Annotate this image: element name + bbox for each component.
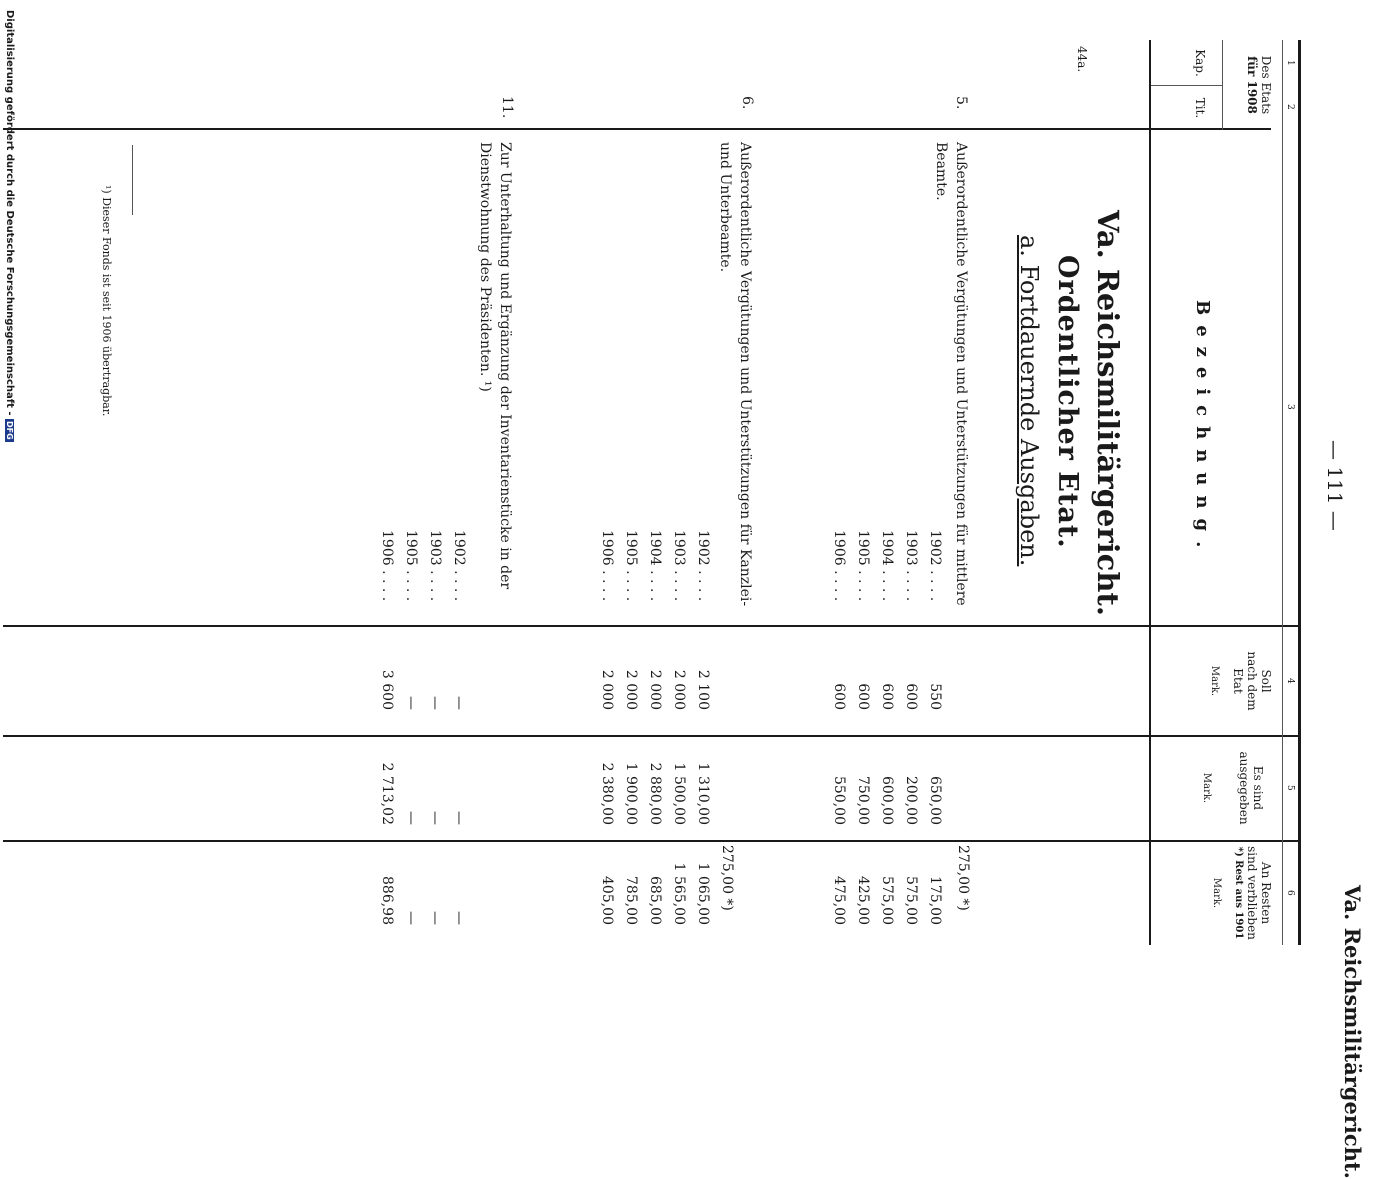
header-soll-unit: Mark. (1209, 665, 1220, 697)
rest-cell: 405,00 (599, 876, 615, 925)
header-etat (1245, 42, 1273, 128)
rule-col5 (3, 735, 1301, 737)
aus-cell: 2 713,02 (379, 762, 395, 825)
soll-cell: 600 (855, 683, 871, 710)
rule-colnums (1282, 40, 1283, 945)
dfg-logo: DFG (5, 421, 14, 440)
soll-cell: 2 000 (599, 669, 615, 710)
year-cell: 1903 . . . . (671, 530, 687, 602)
header-rest-unit: Mark. (1211, 877, 1222, 909)
aus-cell: 2 880,00 (647, 762, 663, 825)
year-cell: 1906 . . . . (379, 530, 395, 602)
aus-cell: 1 500,00 (671, 762, 687, 825)
soll-cell: 550 (927, 683, 943, 710)
year-cell: 1903 . . . . (903, 530, 919, 602)
header-ausgegeben (1199, 738, 1265, 838)
aus-cell: — (451, 811, 467, 825)
item-desc-5: Außerordentliche Vergütungen und Unterstützungen für mittlere Beamte. (933, 142, 969, 606)
rest-cell: 886,98 (379, 876, 395, 925)
footnote: ¹) Dieser Fonds ist seit 1906 übertragbar. (100, 185, 113, 417)
item-desc-11: Zur Unterhaltung und Ergänzung der Inventarienstücke in der Dienstwohnung des Präsidenten. ¹) (477, 142, 513, 590)
item-tit-5: 5. (953, 96, 969, 110)
header-aus-unit: Mark. (1201, 772, 1212, 804)
header-soll-l3: Etat (1231, 668, 1245, 694)
colnum-6: 6 (1285, 890, 1295, 896)
rest-cell: 785,00 (623, 876, 639, 925)
rest-cell: 175,00 (927, 876, 943, 925)
aus-cell: — (427, 811, 443, 825)
aus-cell: 1 310,00 (695, 762, 711, 825)
year-cell: 1905 . . . . (855, 530, 871, 602)
item-carry-6: 275,00 *) (719, 845, 735, 911)
page-number: — 111 — (1323, 440, 1347, 531)
section-title: Va. Reichsmilitärgericht. (1091, 210, 1125, 616)
rule-header-bottom (1149, 40, 1151, 945)
year-cell: 1902 . . . . (695, 530, 711, 602)
rest-cell: — (427, 911, 443, 925)
item-tit-6: 6. (739, 96, 755, 110)
rule-kap-divider (1151, 85, 1223, 86)
header-aus-l2: ausgegeben (1237, 751, 1251, 825)
rule-header-col3 (3, 128, 1271, 130)
rest-cell: 575,00 (879, 876, 895, 925)
year-cell: 1902 . . . . (451, 530, 467, 602)
soll-cell: 3 600 (379, 669, 395, 710)
year-cell: 1903 . . . . (427, 530, 443, 602)
header-resten (1209, 843, 1273, 943)
year-cell: 1904 . . . . (879, 530, 895, 602)
soll-cell: 600 (879, 683, 895, 710)
header-tit: Tit. (1193, 97, 1207, 119)
rest-cell: 685,00 (647, 876, 663, 925)
header-kap: Kap. (1193, 49, 1207, 77)
item-tit-11: 11. (499, 96, 515, 119)
digitization-text: Digitalisierung gefördert durch die Deutsche Forschungsgemeinschaft - (4, 10, 15, 416)
aus-cell: 550,00 (831, 776, 847, 825)
soll-cell: — (403, 696, 419, 710)
soll-cell: — (427, 696, 443, 710)
header-etat-top: Des Etats (1259, 55, 1273, 115)
year-cell: 1902 . . . . (927, 530, 943, 602)
item-carry-5: 275,00 *) (955, 845, 971, 911)
rule-col4 (3, 625, 1301, 627)
year-cell: 1906 . . . . (599, 530, 615, 602)
rest-cell: 1 565,00 (671, 862, 687, 925)
aus-cell: 200,00 (903, 776, 919, 825)
running-head: Va. Reichsmilitärgericht. (1340, 885, 1365, 1179)
aus-cell: 1 900,00 (623, 762, 639, 825)
soll-cell: 600 (831, 683, 847, 710)
soll-cell: 2 000 (623, 669, 639, 710)
aus-cell: 600,00 (879, 776, 895, 825)
year-cell: 1905 . . . . (403, 530, 419, 602)
year-cell: 1904 . . . . (647, 530, 663, 602)
colnum-5: 5 (1285, 785, 1295, 791)
header-soll-l1: Soll (1259, 669, 1273, 693)
colnum-3: 3 (1285, 404, 1295, 410)
year-cell: 1906 . . . . (831, 530, 847, 602)
section-subtitle: Ordentlicher Etat. (1052, 255, 1083, 549)
margin-note: 44a. (1075, 46, 1089, 73)
rest-cell: 575,00 (903, 876, 919, 925)
year-cell: 1905 . . . . (623, 530, 639, 602)
rest-cell: 425,00 (855, 876, 871, 925)
header-aus-l1: Es sind (1251, 765, 1265, 811)
soll-cell: 2 000 (647, 669, 663, 710)
rule-top (1298, 40, 1301, 945)
digitization-note (4, 10, 15, 442)
colnum-4: 4 (1285, 678, 1295, 684)
rest-cell: — (403, 911, 419, 925)
header-rest-note: *) Rest aus 1901 (1233, 846, 1244, 940)
section-subsubtitle: a. Fortdauernde Ausgaben. (1015, 235, 1043, 567)
header-bezeichnung: Bezeichnung. (1192, 300, 1213, 558)
footnote-rule (132, 145, 133, 215)
header-rest-l1: An Resten (1259, 861, 1273, 925)
aus-cell: 750,00 (855, 776, 871, 825)
aus-cell: — (403, 811, 419, 825)
aus-cell: 650,00 (927, 776, 943, 825)
soll-cell: 2 000 (671, 669, 687, 710)
item-desc-6: Außerordentliche Vergütungen und Unterstützungen für Kanzlei- und Unterbeamte. (717, 142, 753, 607)
colnum-2: 2 (1285, 104, 1295, 110)
soll-cell: 600 (903, 683, 919, 710)
aus-cell: 2 380,00 (599, 762, 615, 825)
rest-cell: — (451, 911, 467, 925)
rule-col6 (3, 840, 1301, 842)
header-soll (1207, 628, 1273, 734)
header-etat-year: für 1908 (1245, 56, 1259, 114)
header-rest-l2: sind verblieben (1245, 846, 1259, 940)
rest-cell: 475,00 (831, 876, 847, 925)
header-soll-l2: nach dem (1245, 651, 1259, 711)
colnum-1: 1 (1285, 60, 1295, 66)
soll-cell: 2 100 (695, 669, 711, 710)
rest-cell: 1 065,00 (695, 862, 711, 925)
soll-cell: — (451, 696, 467, 710)
